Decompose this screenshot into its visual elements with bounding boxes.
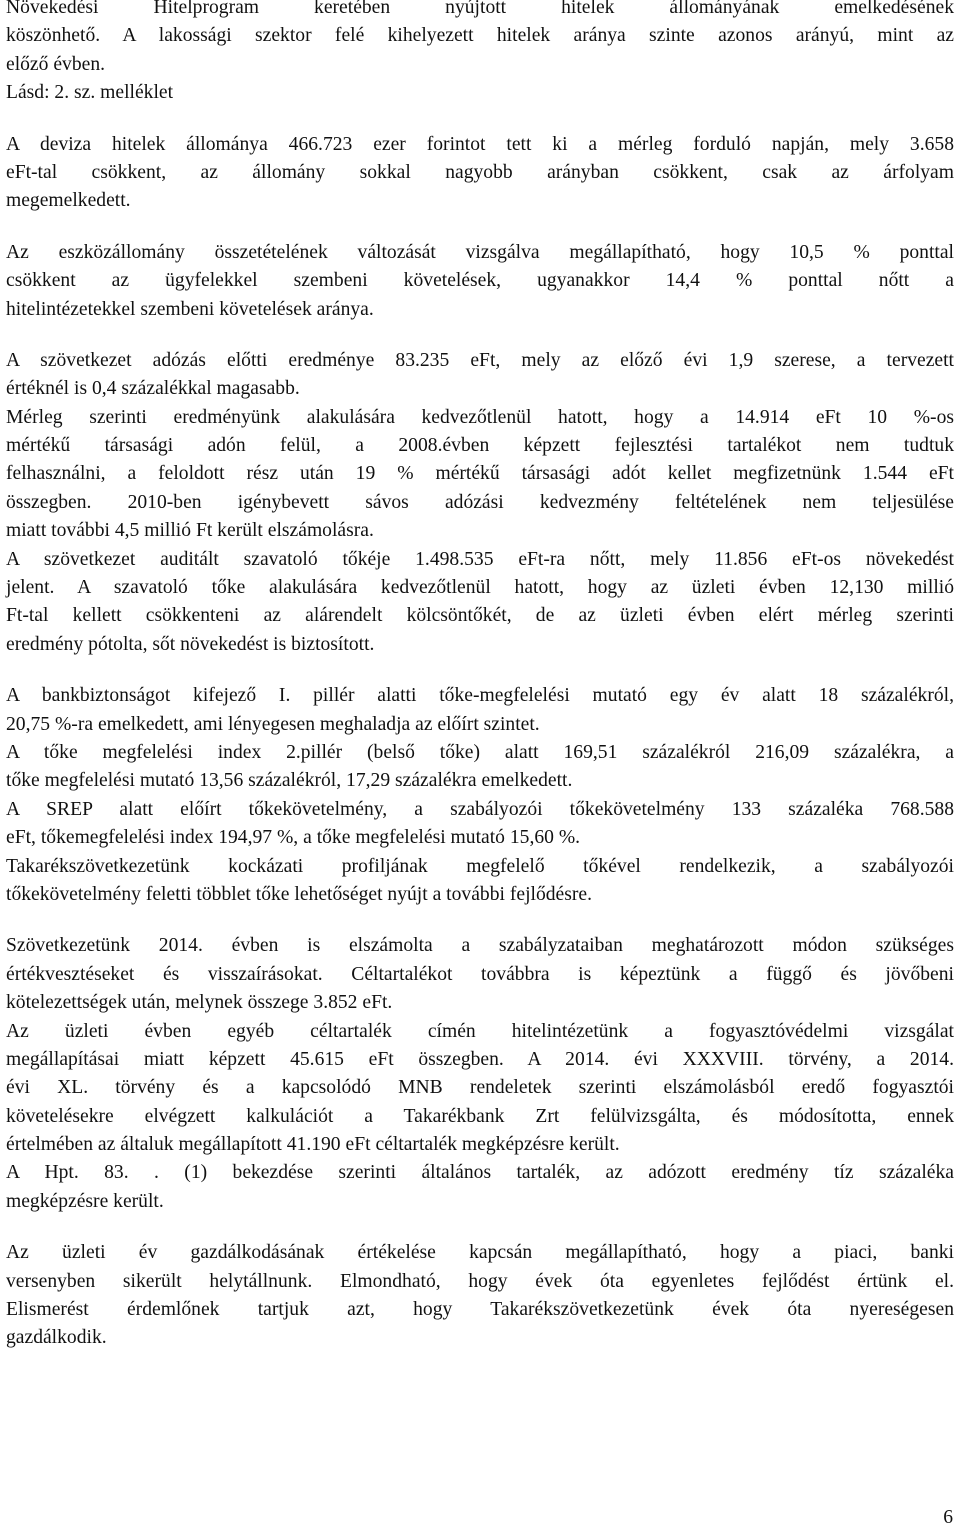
text-line: Mérleg szerinti eredményünk alakulására kedvezőtlenül hatott, hogy a 14.914 eFt 10 %-os (6, 406, 954, 428)
paragraph-spacer (6, 216, 954, 239)
text-line: eFt, tőkemegfelelési index 194,97 %, a tőke megfelelési mutató 15,60 %. (6, 827, 581, 849)
paragraph-spacer (6, 909, 954, 932)
text-line: jelent. A szavatoló tőke alakulására kedvezőtlenül hatott, hogy az üzleti évben 12,130 millió (6, 577, 954, 599)
text-line: csökkent az ügyfelekkel szembeni követelések, ugyanakkor 14,4 % ponttal nőtt a (6, 270, 954, 292)
text-line: miatt további 4,5 millió Ft került elszámolásra. (6, 520, 374, 542)
text-line: megképzésre került. (6, 1190, 164, 1212)
text-line: köszönhető. A lakossági szektor felé kihelyezett hitelek aránya szinte azonos arányú, mint az (6, 25, 954, 47)
text-line: eredmény pótolta, sőt növekedést is biztosított. (6, 633, 375, 655)
paragraph-spacer (6, 324, 954, 347)
text-line: Az eszközállomány összetételének változását vizsgálva megállapítható, hogy 10,5 % ponttal (6, 241, 954, 263)
text-line: Az üzleti év gazdálkodásának értékelése kapcsán megállapítható, hogy a piaci, banki (6, 1242, 954, 1264)
paragraph (6, 239, 954, 324)
text-line: gazdálkodik. (6, 1327, 107, 1349)
text-line: értékvesztéseket és visszaírásokat. Céltartalékot továbbra is képeztünk a függő és jövőbeni (6, 963, 954, 985)
text-line: A szövetkezet adózás előtti eredménye 83.235 eFt, mely az előző évi 1,9 szerese, a tervezett (6, 349, 954, 371)
paragraph (6, 682, 954, 909)
document-page (6, 0, 954, 1353)
text-line: felhasználni, a feloldott rész után 19 % mértékű társasági adót kellet megfizetnünk 1.544 eFt (6, 463, 954, 485)
text-line: Szövetkezetünk 2014. évben is elszámolta a szabályzataiban meghatározott módon szükséges (6, 935, 954, 957)
text-line: megállapításai miatt képzett 45.615 eFt összegben. A 2014. évi XXXVIII. törvény, a 2014. (6, 1048, 954, 1070)
paragraph (6, 131, 954, 216)
text-line: 20,75 %-ra emelkedett, ami lényegesen meghaladja az előírt szintet. (6, 713, 540, 735)
text-line: kötelezettségek után, melynek összege 3.852 eFt. (6, 992, 393, 1014)
text-line: A tőke megfelelési index 2.pillér (belső tőke) alatt 169,51 százalékról 216,09 százalékra, a (6, 741, 954, 763)
text-line: Lásd: 2. sz. melléklet (6, 82, 174, 104)
text-line: összegben. 2010-ben igénybevett sávos adózási kedvezmény feltételének nem teljesülése (6, 491, 954, 513)
paragraph (6, 1239, 954, 1353)
text-line: Elismerést érdemlőnek tartjuk azt, hogy Takarékszövetkezetünk évek óta nyereségesen (6, 1299, 954, 1321)
paragraph (6, 932, 954, 1216)
text-line: megemelkedett. (6, 190, 131, 212)
paragraph-spacer (6, 108, 954, 131)
text-line: hitelintézetekkel szembeni követelések aránya. (6, 298, 374, 320)
text-line: követelésekre elvégzett kalkulációt a Takarékbank Zrt felülvizsgálta, és módosította, ennek (6, 1105, 954, 1127)
text-line: Takarékszövetkezetünk kockázati profiljának megfelelő tőkével rendelkezik, a szabályozói (6, 855, 954, 877)
text-line: versenyben sikerült helytállnunk. Elmondható, hogy évek óta egyenletes fejlődést értünk el. (6, 1270, 954, 1292)
paragraph (6, 347, 954, 659)
text-line: értéknél is 0,4 százalékkal magasabb. (6, 378, 300, 400)
text-line: évi XL. törvény és a kapcsolódó MNB rendeletek szerinti elszámolásból eredő fogyasztói (6, 1077, 954, 1099)
text-line: A Hpt. 83. . (1) bekezdése szerinti általános tartalék, az adózott eredmény tíz százaléka (6, 1162, 954, 1184)
page-number: 6 (943, 1507, 953, 1528)
paragraph-spacer (6, 659, 954, 682)
text-line: előző évben. (6, 53, 106, 75)
text-line: Növekedési Hitelprogram keretében nyújtott hitelek állományának emelkedésének (6, 0, 954, 18)
text-line: mértékű társasági adón felül, a 2008.évben képzett fejlesztési tartalékot nem tudtuk (6, 435, 954, 457)
text-line: Ft-tal kellett csökkenteni az alárendelt kölcsöntőkét, de az üzleti évben elért mérleg szerinti (6, 605, 954, 627)
paragraph (6, 0, 954, 108)
text-line: A SREP alatt előírt tőkekövetelmény, a szabályozói tőkekövetelmény 133 százaléka 768.588 (6, 798, 954, 820)
text-line: tőke megfelelési mutató 13,56 százalékról, 17,29 százalékra emelkedett. (6, 770, 573, 792)
text-line: tőkekövetelmény feletti többlet tőke lehetőséget nyújt a további fejlődésre. (6, 883, 592, 905)
paragraph-spacer (6, 1216, 954, 1239)
text-line: A bankbiztonságot kifejező I. pillér alatti tőke-megfelelési mutató egy év alatt 18 százalékról, (6, 685, 954, 707)
text-line: A szövetkezet auditált szavatoló tőkéje 1.498.535 eFt-ra nőtt, mely 11.856 eFt-os növekedést (6, 548, 954, 570)
text-line: A deviza hitelek állománya 466.723 ezer forintot tett ki a mérleg forduló napján, mely 3.658 (6, 133, 954, 155)
text-line: értelmében az általuk megállapított 41.190 eFt céltartalék megképzésre került. (6, 1134, 620, 1156)
text-line: eFt-tal csökkent, az állomány sokkal nagyobb arányban csökkent, csak az árfolyam (6, 161, 954, 183)
text-line: Az üzleti évben egyéb céltartalék címén hitelintézetünk a fogyasztóvédelmi vizsgálat (6, 1020, 954, 1042)
